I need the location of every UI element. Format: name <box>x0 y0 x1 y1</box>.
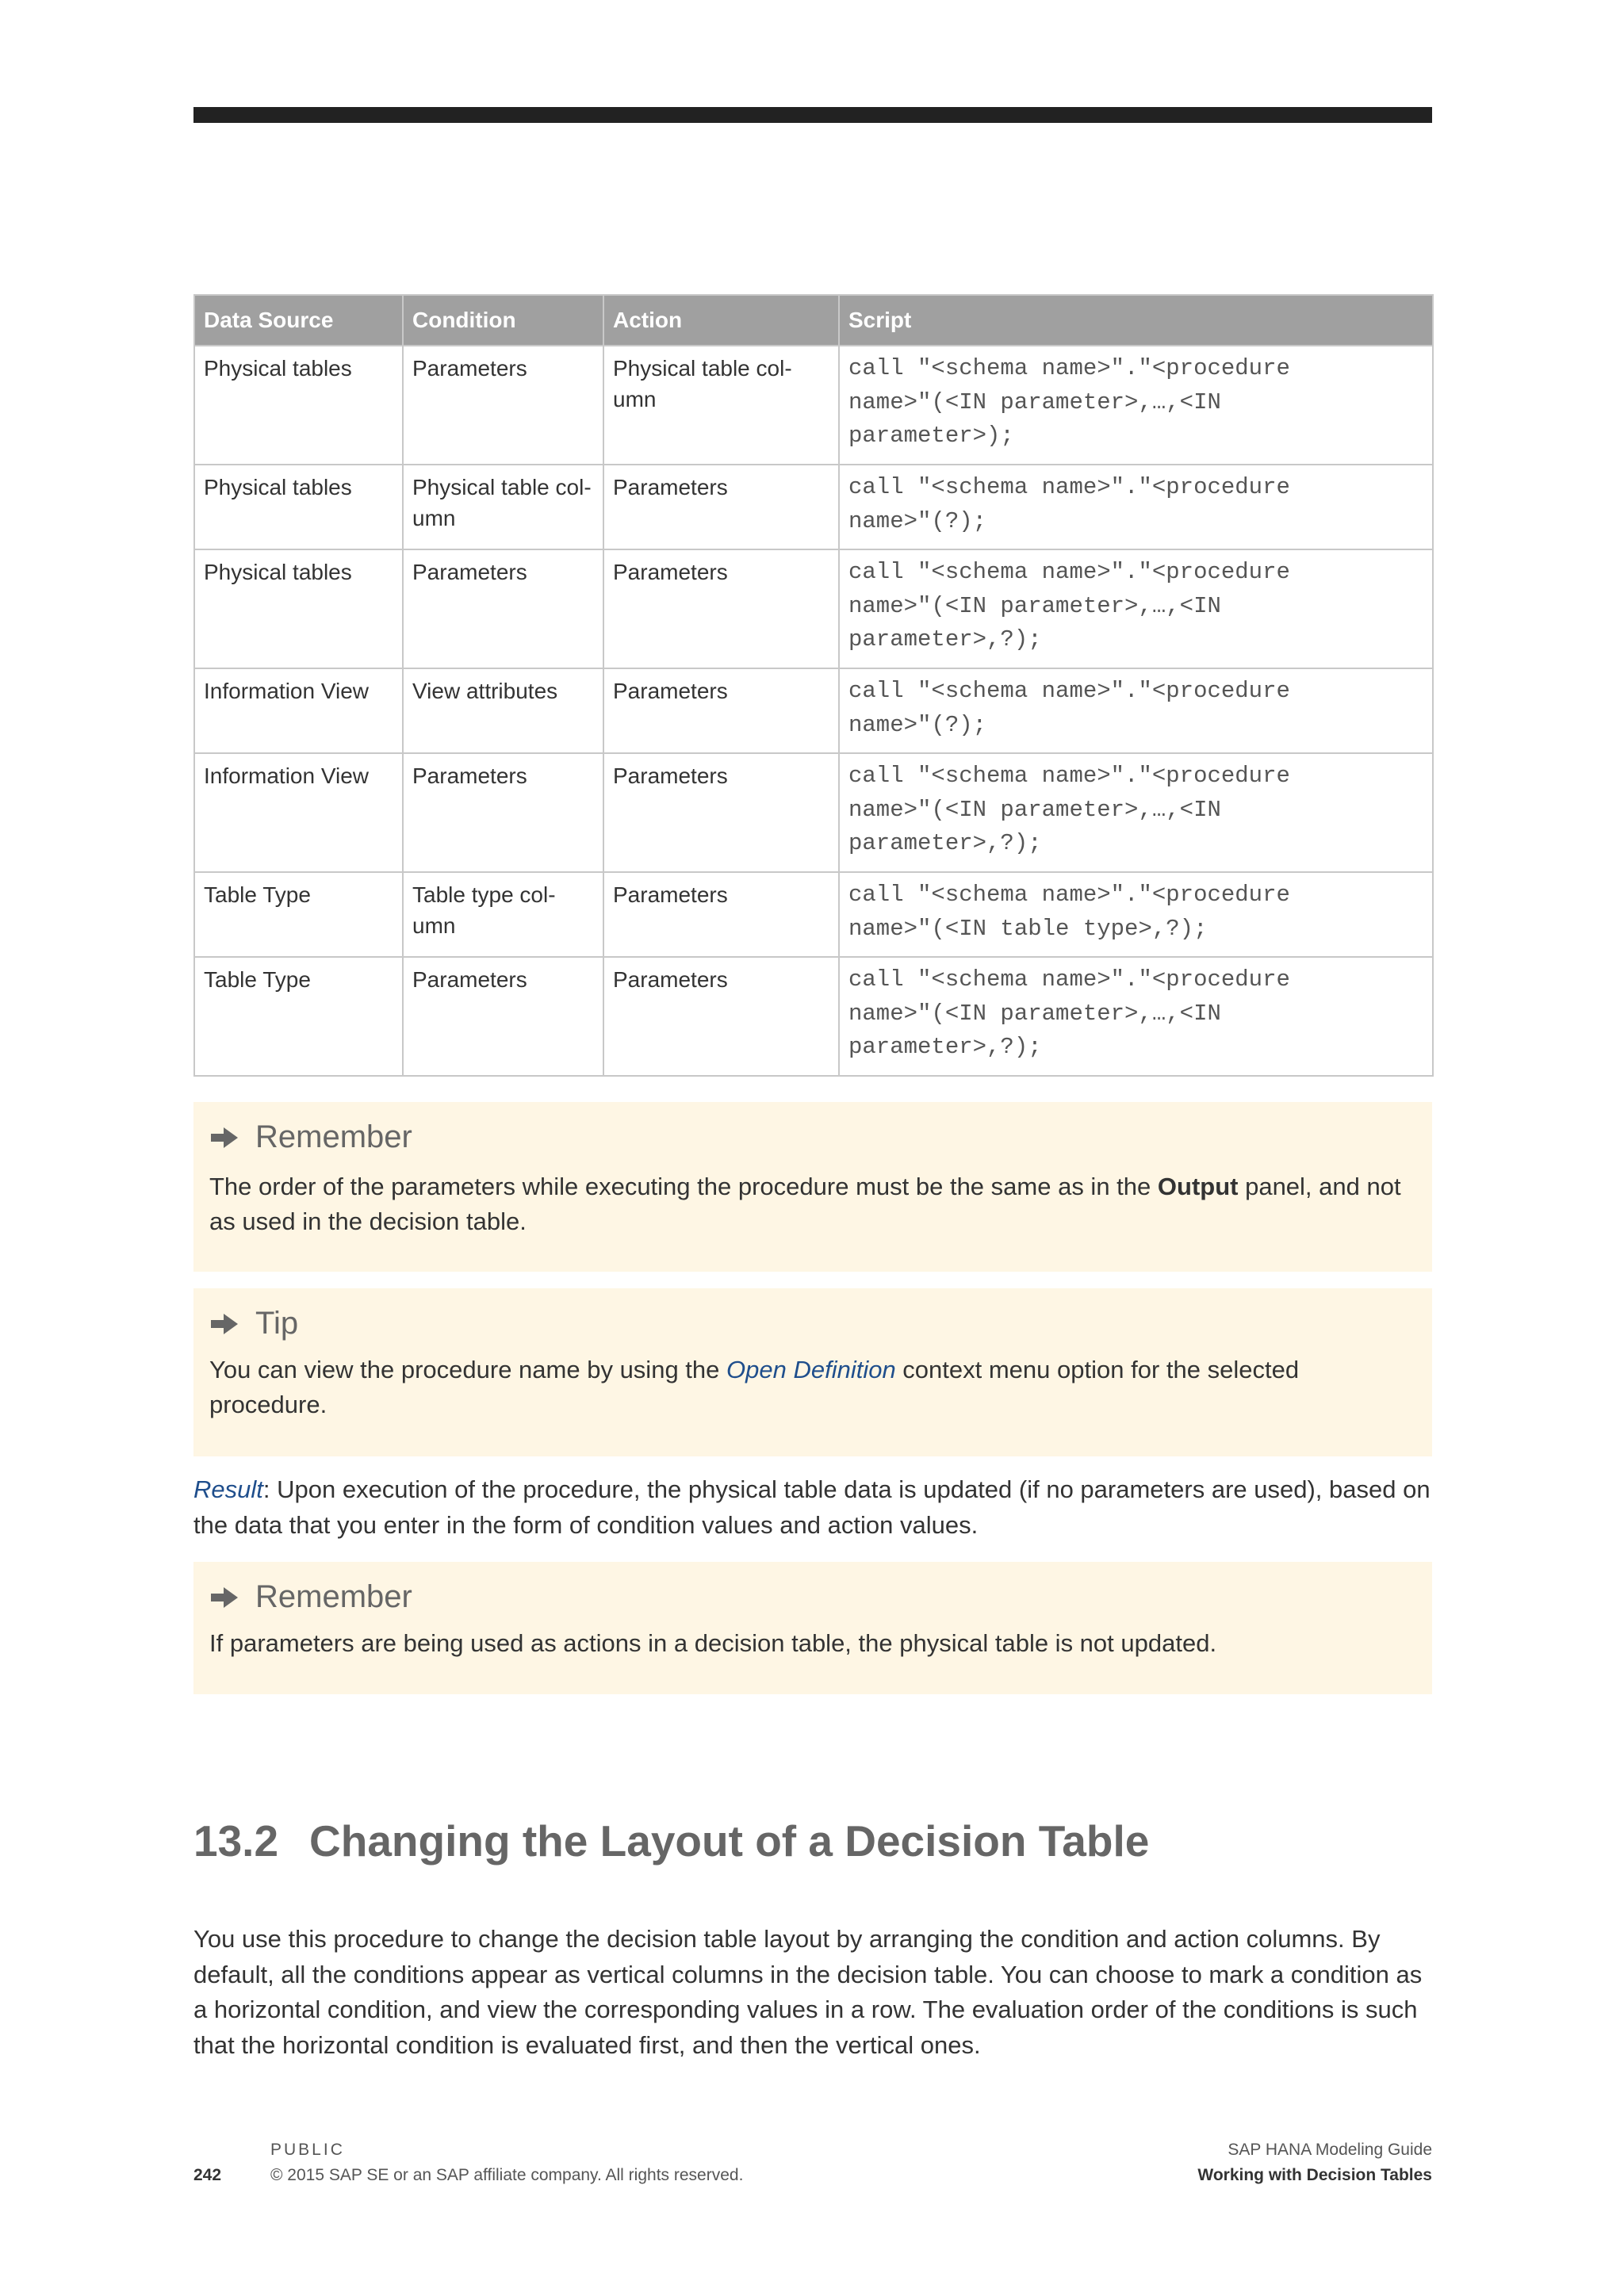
header-action: Action <box>603 295 839 346</box>
cell-script: call "<schema name>"."<procedure name>"(<IN parameter>,…,<IN parameter>); <box>839 346 1433 465</box>
section-title: Changing the Layout of a Decision Table <box>309 1816 1150 1866</box>
open-definition-link[interactable]: Open Definition <box>726 1356 896 1383</box>
cell-condition: Physical table col- umn <box>403 465 603 549</box>
cell-action: Parameters <box>603 872 839 957</box>
cell-condition: Table type col- umn <box>403 872 603 957</box>
cell-action: Parameters <box>603 753 839 872</box>
cell-action: Parameters <box>603 465 839 549</box>
cell-script: call "<schema name>"."<procedure name>"(?); <box>839 668 1433 753</box>
header-script: Script <box>839 295 1433 346</box>
table-row <box>194 753 1433 872</box>
cell-condition: Parameters <box>403 957 603 1076</box>
arrow-right-icon <box>209 1586 239 1609</box>
cell-script: call "<schema name>"."<procedure name>"(<IN parameter>,…,<IN parameter>,?); <box>839 753 1433 872</box>
cell-action: Parameters <box>603 668 839 753</box>
table-row <box>194 957 1433 1076</box>
cell-data-source: Physical tables <box>194 549 403 668</box>
section-body: You use this procedure to change the decision table layout by arranging the condition and action columns. By default, all the conditions appear as vertical columns in the decision table. You can choose to mark a condition as a horizontal condition, and view the corresponding values in a row. The evaluation order of the conditions is such that the horizontal condition is evaluated first, and then the vertical ones. <box>193 1925 1423 2059</box>
remember-note-2 <box>193 1562 1432 1694</box>
remember-heading <box>209 1579 1416 1615</box>
cell-data-source: Information View <box>194 668 403 753</box>
cell-data-source: Information View <box>194 753 403 872</box>
output-panel-term: Output <box>1157 1173 1239 1200</box>
top-rule <box>193 107 1432 123</box>
page-number: 242 <box>193 2166 222 2184</box>
remember-heading <box>209 1119 1416 1155</box>
section-number: 13.2 <box>193 1816 279 1866</box>
footer-guide-title: SAP HANA Modeling Guide <box>1228 2141 1432 2159</box>
result-paragraph: Result: Upon execution of the procedure, the physical table data is updated (if no parameters are used), based on the data that you enter in the form of condition values and action values. <box>193 1475 1431 1539</box>
cell-condition: Parameters <box>403 346 603 465</box>
header-data-source: Data Source <box>194 295 403 346</box>
table-row <box>194 549 1433 668</box>
footer-copyright: © 2015 SAP SE or an SAP affiliate company. All rights reserved. <box>270 2166 744 2184</box>
cell-script: call "<schema name>"."<procedure name>"(<IN table type>,?); <box>839 872 1433 957</box>
cell-data-source: Table Type <box>194 957 403 1076</box>
remember-note <box>193 1102 1432 1272</box>
cell-data-source: Physical tables <box>194 346 403 465</box>
table-row <box>194 872 1433 957</box>
arrow-right-icon <box>209 1126 239 1150</box>
tip-heading <box>209 1306 1416 1341</box>
cell-condition: Parameters <box>403 549 603 668</box>
cell-script: call "<schema name>"."<procedure name>"(?); <box>839 465 1433 549</box>
remember-title: Remember <box>255 1119 412 1154</box>
cell-action: Physical table col- umn <box>603 346 839 465</box>
tip-text: You can view the procedure name by using the Open Definition context menu option for the selected procedure. <box>209 1356 1300 1418</box>
cell-condition: Parameters <box>403 753 603 872</box>
footer-classification: PUBLIC <box>270 2141 345 2159</box>
table-row <box>194 346 1433 465</box>
remember-text: The order of the parameters while executing the procedure must be the same as in the Output panel, and not as used in the decision table. <box>209 1173 1401 1235</box>
arrow-right-icon <box>209 1312 239 1336</box>
cell-script: call "<schema name>"."<procedure name>"(<IN parameter>,…,<IN parameter>,?); <box>839 549 1433 668</box>
header-condition: Condition <box>403 295 603 346</box>
cell-action: Parameters <box>603 957 839 1076</box>
table-row <box>194 668 1433 753</box>
remember-text: If parameters are being used as actions in a decision table, the physical table is not updated. <box>209 1629 1217 1657</box>
table-header-row <box>194 295 1433 346</box>
section-heading <box>193 1816 1149 1866</box>
footer-chapter-title: Working with Decision Tables <box>1197 2166 1432 2184</box>
table-row <box>194 465 1433 549</box>
cell-data-source: Physical tables <box>194 465 403 549</box>
cell-condition: View attributes <box>403 668 603 753</box>
cell-data-source: Table Type <box>194 872 403 957</box>
procedure-script-table <box>193 294 1434 1077</box>
cell-action: Parameters <box>603 549 839 668</box>
tip-title: Tip <box>255 1306 299 1341</box>
cell-script: call "<schema name>"."<procedure name>"(<IN parameter>,…,<IN parameter>,?); <box>839 957 1433 1076</box>
tip-note <box>193 1288 1432 1456</box>
remember-title: Remember <box>255 1579 412 1614</box>
result-label: Result <box>193 1475 263 1503</box>
